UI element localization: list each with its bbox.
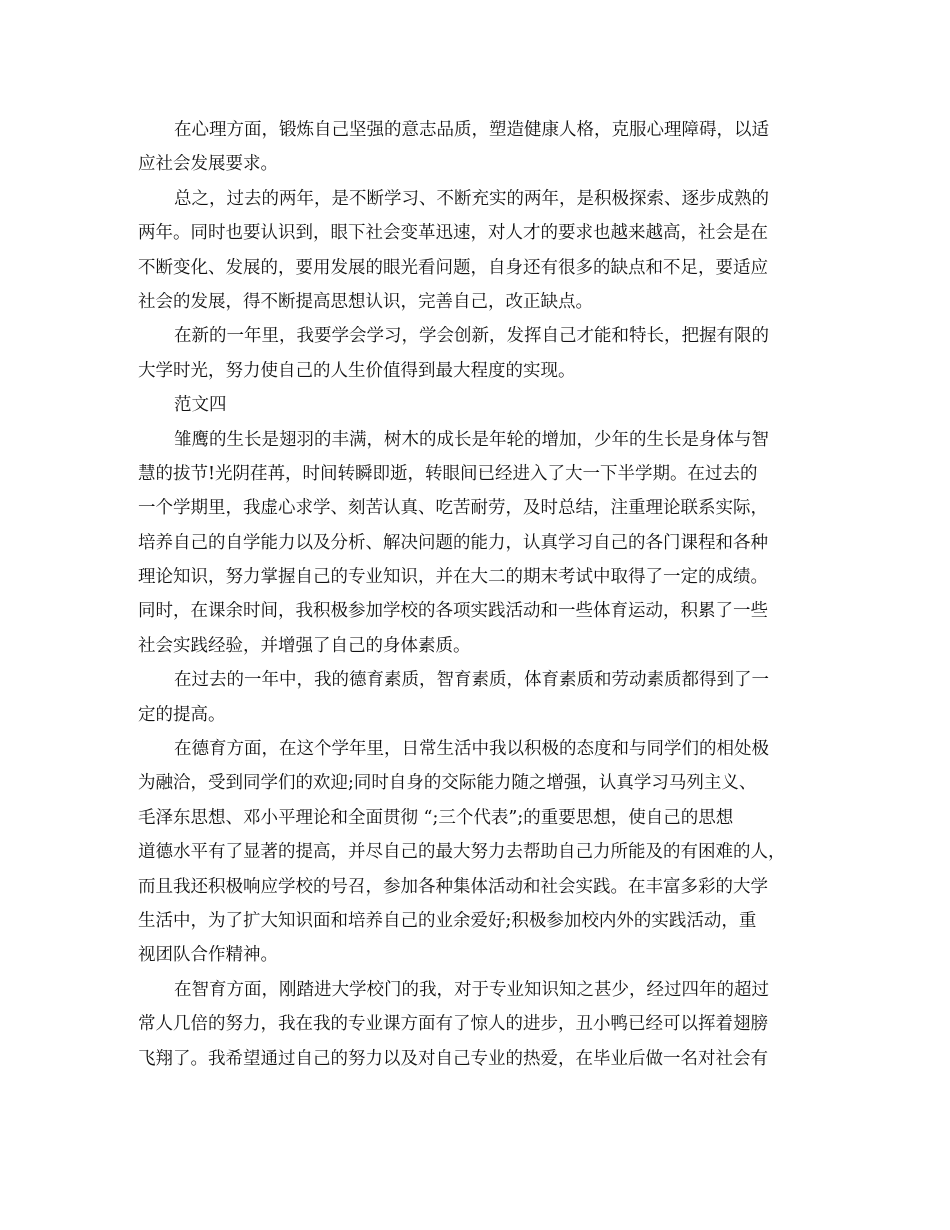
text-line: 社会的发展，得不断提高思想认识，完善自己，改正缺点。 xyxy=(138,291,593,312)
text-line: 在心理方面，锻炼自己坚强的意志品质，塑造健康人格，克服心理障碍，以适 xyxy=(174,120,769,140)
section-heading: 范文四 xyxy=(174,395,227,416)
text-line: 在新的一年里，我要学会学习，学会创新，发挥自己才能和特长，把握有限的 xyxy=(174,326,769,347)
text-line: 在过去的一年中，我的德育素质，智育素质，体育素质和劳动素质都得到了一 xyxy=(174,670,769,691)
text-line: 慧的拔节!光阴荏苒，时间转瞬即逝，转眼间已经进入了大一下半学期。在过去的 xyxy=(138,463,758,484)
text-line: 生活中，为了扩大知识面和培养自己的业余爱好;积极参加校内外的实践活动，重 xyxy=(138,910,757,931)
text-line: 在德育方面，在这个学年里，日常生活中我以积极的态度和与同学们的相处极 xyxy=(174,739,769,760)
text-line: 飞翔了。我希望通过自己的努力以及对自己专业的热爱，在毕业后做一名对社会有 xyxy=(138,1048,768,1069)
document-page xyxy=(138,113,828,1076)
text-line: 培养自己的自学能力以及分析、解决问题的能力，认真学习自己的各门课程和各种 xyxy=(138,532,768,553)
text-line: 不断变化、发展的，要用发展的眼光看问题，自身还有很多的缺点和不足，要适应 xyxy=(138,257,768,278)
text-line: 理论知识，努力掌握自己的专业知识，并在大二的期末考试中取得了一定的成绩。 xyxy=(138,567,768,588)
text-line: 在智育方面，刚踏进大学校门的我，对于专业知识知之甚少，经过四年的超过 xyxy=(174,979,769,1000)
text-line: 道德水平有了显著的提高，并尽自己的最大努力去帮助自己力所能及的有困难的人， xyxy=(138,842,786,863)
text-line: 雏鹰的生长是翅羽的丰满，树木的成长是年轮的增加，少年的生长是身体与智 xyxy=(174,429,769,450)
text-line: 两年。同时也要认识到，眼下社会变革迅速，对人才的要求也越来越高，社会是在 xyxy=(138,223,768,244)
text-line: 常人几倍的努力，我在我的专业课方面有了惊人的进步，丑小鸭已经可以挥着翅膀 xyxy=(138,1014,768,1035)
text-line: 社会实践经验，并增强了自己的身体素质。 xyxy=(138,635,471,656)
text-line: 同时，在课余时间，我积极参加学校的各项实践活动和一些体育运动，积累了一些 xyxy=(138,601,768,622)
text-line: 一个学期里，我虚心求学、刻苦认真、吃苦耐劳，及时总结，注重理论联系实际， xyxy=(138,498,768,519)
text-line: 大学时光，努力使自己的人生价值得到最大程度的实现。 xyxy=(138,360,576,381)
text-line: 而且我还积极响应学校的号召，参加各种集体活动和社会实践。在丰富多彩的大学 xyxy=(138,876,768,897)
text-line: 应社会发展要求。 xyxy=(138,154,278,175)
text-line: 定的提高。 xyxy=(138,704,226,725)
text-line: 视团队合作精神。 xyxy=(138,945,278,966)
text-line: 毛泽东思想、邓小平理论和全面贯彻 “;三个代表”;的重要思想，使自己的思想 xyxy=(138,807,734,828)
text-line: 总之，过去的两年，是不断学习、不断充实的两年，是积极探索、逐步成熟的 xyxy=(174,188,769,209)
text-line: 为融洽，受到同学们的欢迎;同时自身的交际能力随之增强，认真学习马列主义、 xyxy=(138,773,757,794)
